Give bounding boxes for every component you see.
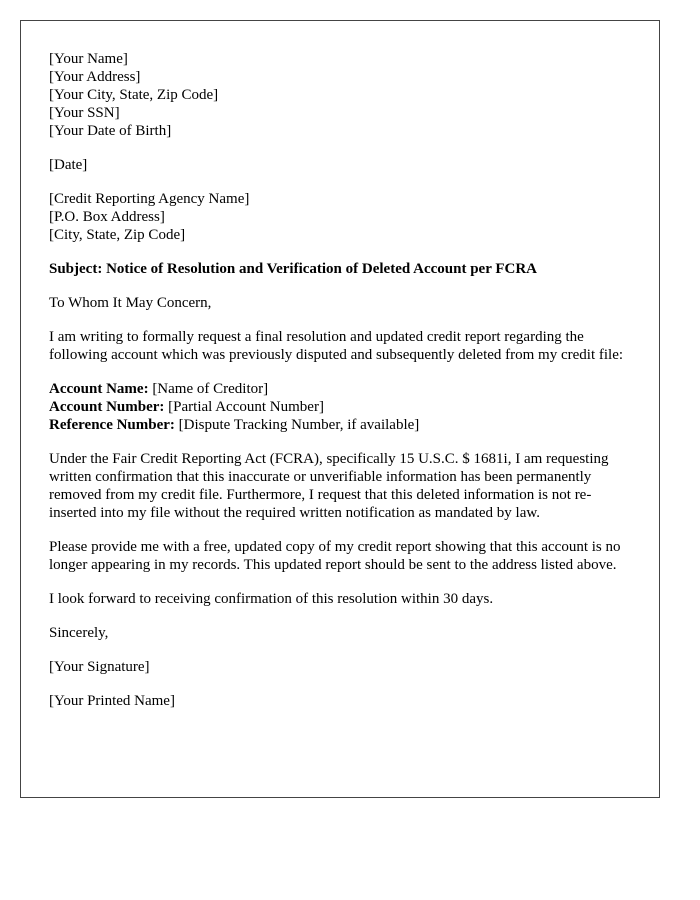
sender-block xyxy=(49,50,631,140)
closing: Sincerely, xyxy=(49,625,109,641)
recipient-block xyxy=(49,190,631,244)
signature: [Your Signature] xyxy=(49,659,150,675)
reference-number-value: [Dispute Tracking Number, if available] xyxy=(174,417,420,433)
sender-ssn: [Your SSN] xyxy=(49,105,120,121)
reference-number-row xyxy=(49,416,631,434)
paragraph-intro: I am writing to formally request a final resolution and updated credit report regarding the following account which was previously disputed and subsequently deleted from my credit file: xyxy=(49,329,624,363)
sender-address: [Your Address] xyxy=(49,69,141,85)
account-number-value: [Partial Account Number] xyxy=(164,399,324,415)
paragraph-timeline: I look forward to receiving confirmation of this resolution within 30 days. xyxy=(49,591,494,607)
subject-line: Subject: Notice of Resolution and Verification of Deleted Account per FCRA xyxy=(49,261,538,277)
paragraph-fcra: Under the Fair Credit Reporting Act (FCRA), specifically 15 U.S.C. $ 1681i, I am requesting written confirmation that this inaccurate or unverifiable information has been permanently removed from my credit file. Furthermore, I request that this deleted information is not re-inserted into my file without the required written notification as mandated by law. xyxy=(49,451,609,521)
salutation: To Whom It May Concern, xyxy=(49,295,212,311)
account-name-row xyxy=(49,380,631,398)
letter-date: [Date] xyxy=(49,157,88,173)
account-details xyxy=(49,380,631,434)
sender-city-state-zip: [Your City, State, Zip Code] xyxy=(49,87,219,103)
account-name-value: [Name of Creditor] xyxy=(148,381,269,397)
sender-name: [Your Name] xyxy=(49,51,128,67)
recipient-city-state-zip: [City, State, Zip Code] xyxy=(49,227,186,243)
reference-number-label: Reference Number: xyxy=(49,417,175,433)
recipient-agency: [Credit Reporting Agency Name] xyxy=(49,191,250,207)
account-name-label: Account Name: xyxy=(49,381,149,397)
paragraph-request-copy: Please provide me with a free, updated copy of my credit report showing that this account is no longer appearing in my records. This updated report should be sent to the address listed above. xyxy=(49,539,621,573)
printed-name: [Your Printed Name] xyxy=(49,693,175,709)
sender-dob: [Your Date of Birth] xyxy=(49,123,172,139)
account-number-label: Account Number: xyxy=(49,399,165,415)
recipient-po-box: [P.O. Box Address] xyxy=(49,209,165,225)
account-number-row xyxy=(49,398,631,416)
letter-document xyxy=(20,20,660,798)
